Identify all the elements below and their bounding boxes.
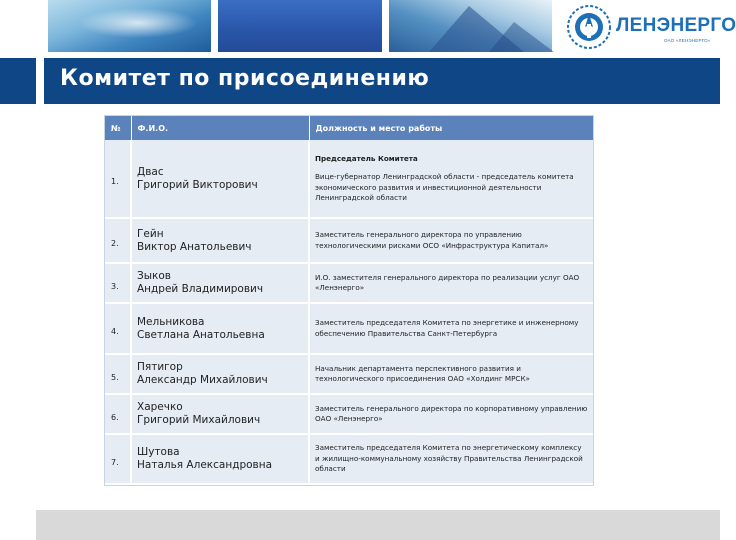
header-number: № [105,116,131,140]
member-position: Заместитель председателя Комитета по энергетическому комплексу и жилищно-коммунальному хозяйству Правительства Ленинградской области [309,434,593,484]
member-name [131,140,309,218]
row-number: 1. [105,140,131,218]
logo-tagline: ОАО «ЛЕНЭНЕРГО» [664,38,711,43]
row-number: 2. [105,218,131,263]
table-row [105,218,593,263]
row-number: 4. [105,303,131,354]
header-photo-hands [48,0,211,52]
lenenergo-emblem-icon [564,2,614,52]
member-surname: Гейн [137,227,164,240]
slide-title: Комитет по присоединению [60,66,430,91]
member-position: И.О. заместителя генерального директора по реализации услуг ОАО «Ленэнерго» [309,263,593,303]
logo-wordmark: ЛЕНЭНЕРГО [616,15,736,36]
member-name [131,354,309,394]
table-row [105,303,593,354]
member-position: Заместитель генерального директора по корпоративному управлению ОАО «Ленэнерго» [309,394,593,434]
table-row [105,263,593,303]
header-photo-power-tower [389,0,552,52]
member-position: Заместитель генерального директора по управлению технологическими рисками ОСО «Инфраструктура Капитал» [309,218,593,263]
member-name [131,394,309,434]
header-photo-blue [218,0,382,52]
committee-table [104,115,594,486]
header-position: Должность и место работы [309,116,593,140]
member-given-names: Григорий Михайлович [137,414,261,426]
member-name [131,263,309,303]
row-number: 7. [105,434,131,484]
header-strip [0,0,736,58]
member-name [131,303,309,354]
member-given-names: Григорий Викторович [137,178,258,191]
member-surname: Пятигор [137,361,183,373]
member-surname: Харечко [137,401,183,413]
table-row [105,394,593,434]
table-row [105,354,593,394]
member-given-names: Андрей Владимирович [137,283,264,295]
table-header-row [105,116,593,140]
member-name [131,434,309,484]
member-name [131,218,309,263]
member-surname: Шутова [137,446,180,458]
member-surname: Мельникова [137,315,205,328]
row-number: 6. [105,394,131,434]
row-number: 3. [105,263,131,303]
member-position [309,140,593,218]
member-role-title: Председатель Комитета [315,153,418,163]
footer-bar [36,510,720,540]
member-given-names: Светлана Анатольевна [137,328,265,341]
member-position: Заместитель председателя Комитета по энергетике и инженерному обеспечению Правительства Санкт-Петербурга [309,303,593,354]
row-number: 5. [105,354,131,394]
member-position: Начальник департамента перспективного развития и технологического присоединения ОАО «Холдинг МРСК» [309,354,593,394]
member-position-text: Вице-губернатор Ленинградской области - председатель комитета экономического развития и инвестиционной деятельности Ленинградской области [315,172,574,202]
member-surname: Зыков [137,270,171,282]
table-row [105,434,593,484]
member-surname: Двас [137,165,164,178]
member-given-names: Виктор Анатольевич [137,240,252,253]
table-row [105,140,593,218]
member-given-names: Наталья Александровна [137,459,273,471]
company-logo [560,2,736,54]
title-bar [0,58,720,104]
member-given-names: Александр Михайлович [137,374,268,386]
header-full-name: Ф.И.О. [131,116,309,140]
